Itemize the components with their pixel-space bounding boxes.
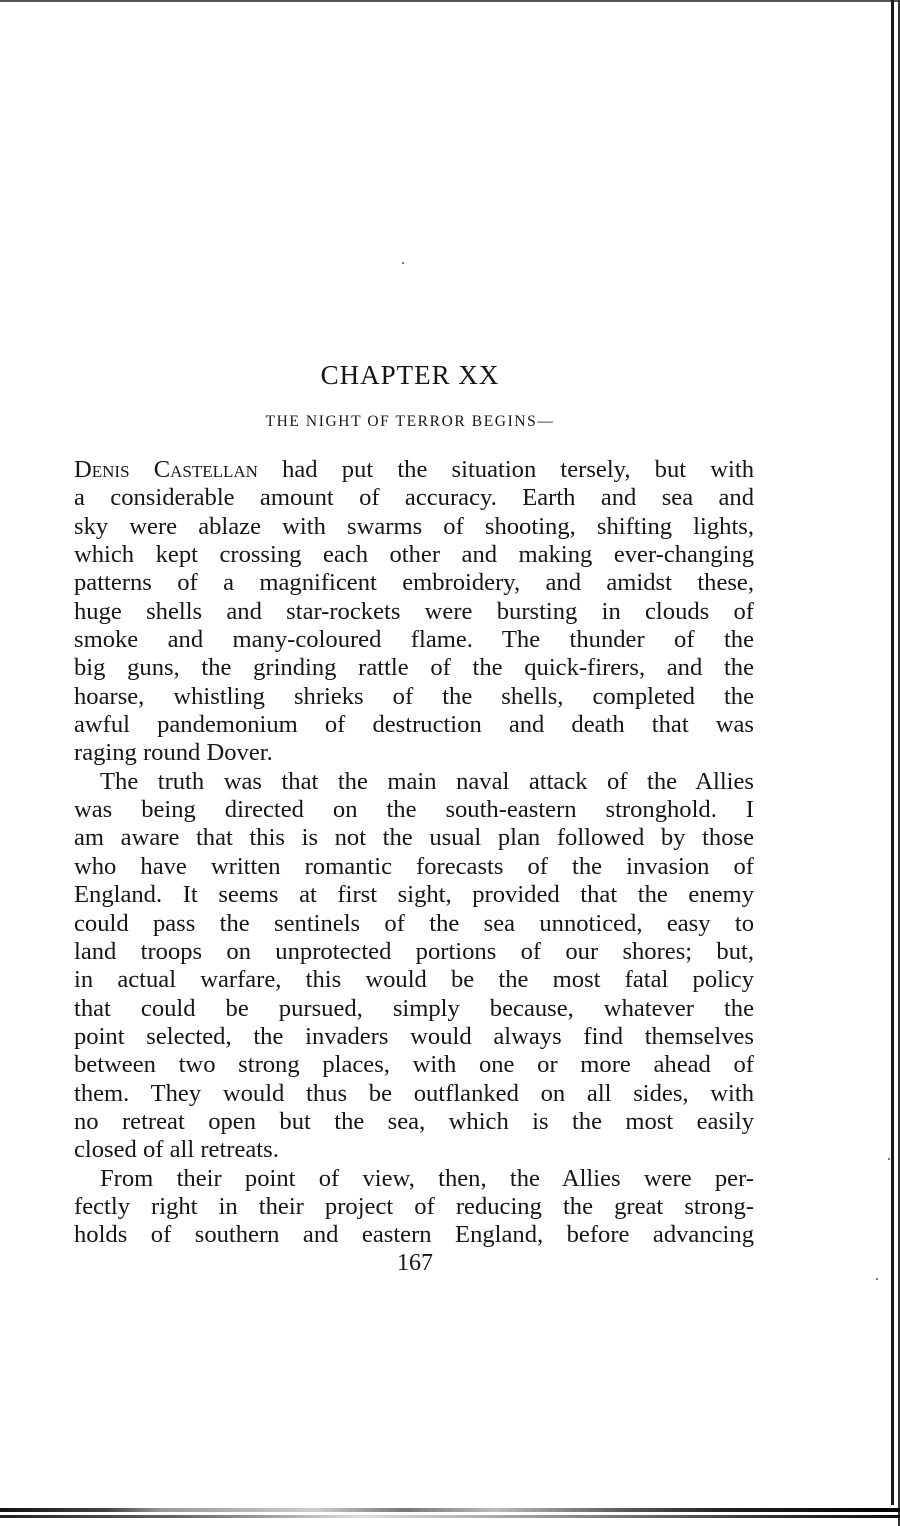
text-line: in actual warfare, this would be the most fatal policy	[74, 966, 754, 994]
text-line: fectly right in their project of reducing the great strong-	[74, 1192, 754, 1220]
text-line: huge shells and star-rockets were bursting in clouds of	[74, 597, 754, 625]
text-line: was being directed on the south-eastern stronghold. I	[74, 796, 754, 824]
text-line: no retreat open but the sea, which is the most easily	[74, 1107, 754, 1135]
scan-speck	[876, 1278, 878, 1280]
text-line: could pass the sentinels of the sea unnoticed, easy to	[74, 909, 754, 937]
text-line: raging round Dover.	[74, 739, 273, 767]
text-line: smoke and many-coloured flame. The thunder of the	[74, 626, 754, 654]
opening-line-rest: had put the situation tersely, but with	[257, 456, 754, 483]
text-line: holds of southern and eastern England, before advancing	[74, 1221, 754, 1249]
scan-speck	[402, 262, 404, 264]
page-number: 167	[397, 1250, 433, 1276]
text-line: awful pandemonium of destruction and death that was	[74, 711, 754, 739]
text-line: big guns, the grinding rattle of the quick-firers, and the	[74, 654, 754, 682]
text-line: England. It seems at first sight, provided that the enemy	[74, 881, 754, 909]
opening-line	[74, 456, 754, 484]
text-line: point selected, the invaders would always find themselves	[74, 1022, 754, 1050]
page-top-edge	[0, 0, 900, 2]
text-line: who have written romantic forecasts of the invasion of	[74, 852, 754, 880]
text-line: that could be pursued, simply because, whatever the	[74, 994, 754, 1022]
text-line: them. They would thus be outflanked on all sides, with	[74, 1079, 754, 1107]
text-line: hoarse, whistling shrieks of the shells, completed the	[74, 682, 754, 710]
text-line: between two strong places, with one or more ahead of	[74, 1051, 754, 1079]
opening-small-caps: Denis Castellan	[74, 456, 258, 483]
chapter-body	[74, 456, 754, 1250]
page-bottom-edge	[0, 1508, 900, 1512]
text-line: a considerable amount of accuracy. Earth and sea and	[74, 484, 754, 512]
chapter-title: CHAPTER XX	[320, 360, 500, 390]
page-right-shadow	[891, 0, 894, 1505]
scan-speck	[888, 1158, 890, 1160]
text-line: The truth was that the main naval attack of the Allies	[100, 767, 754, 795]
text-line: patterns of a magnificent embroidery, and amidst these,	[74, 569, 754, 597]
text-line: From their point of view, then, the Allies were per-	[100, 1164, 754, 1192]
text-line: land troops on unprotected portions of our shores; but,	[74, 937, 754, 965]
page-bottom-shadow	[0, 1515, 900, 1518]
text-line: am aware that this is not the usual plan followed by those	[74, 824, 754, 852]
text-line: closed of all retreats.	[74, 1136, 279, 1164]
text-line: sky were ablaze with swarms of shooting, shifting lights,	[74, 512, 754, 540]
text-line: which kept crossing each other and making ever-changing	[74, 541, 754, 569]
chapter-subtitle: THE NIGHT OF TERROR BEGINS—	[265, 413, 555, 430]
